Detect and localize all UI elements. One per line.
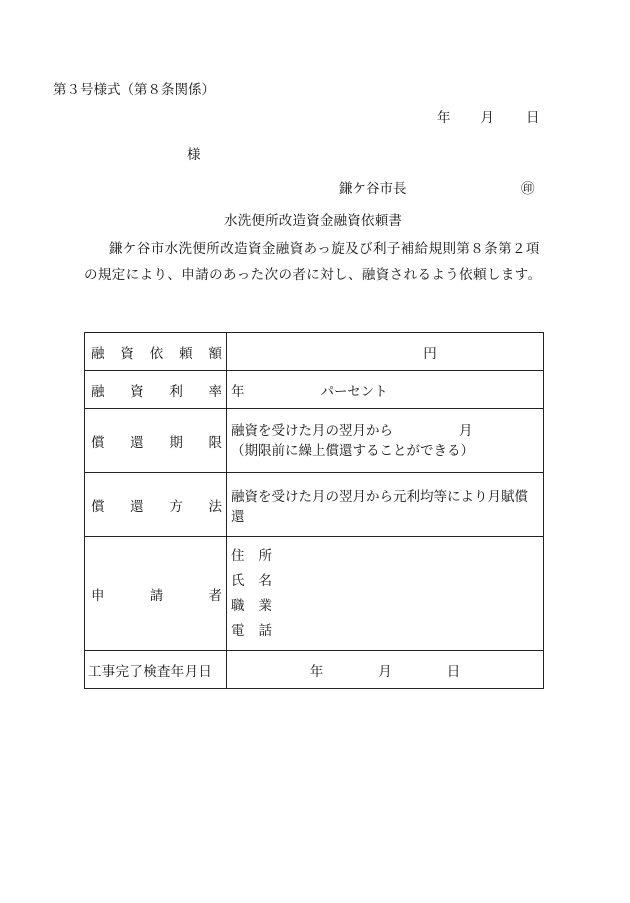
applicant-phone-label: 電 話: [231, 622, 272, 639]
loan-amount-value: 円: [227, 333, 544, 371]
form-number: 第３号様式（第８条関係）: [53, 82, 215, 98]
date-month: 月: [480, 110, 494, 126]
table-row: [85, 409, 544, 473]
repayment-period-value: 融資を受けた月の翌月から 月 （期限前に繰上償還することができる）: [227, 409, 544, 473]
document-title: 水洗便所改造資金融資依頼書: [224, 213, 403, 229]
table-row: [85, 537, 544, 651]
applicant-fields: [227, 537, 544, 651]
date-line: [437, 106, 540, 126]
seal-mark: ㊞: [521, 181, 535, 197]
addressee-suffix: 様: [187, 147, 201, 163]
applicant-occupation-label: 職 業: [231, 597, 272, 614]
table-row: [85, 371, 544, 409]
date-day: 日: [526, 110, 540, 126]
mayor-name: 鎌ケ谷市長: [339, 181, 407, 197]
date-year: 年: [437, 110, 451, 126]
table-row: [85, 651, 544, 689]
applicant-name-label: 氏 名: [231, 572, 272, 589]
repayment-method-label: 償 還 方 法: [85, 473, 227, 537]
interest-rate-label: 融 資 利 率: [85, 371, 227, 409]
interest-rate-value: 年 パーセント: [227, 371, 544, 409]
loan-amount-label: 融 資 依 頼 額: [85, 333, 227, 371]
table-row: [85, 473, 544, 537]
applicant-address-label: 住 所: [231, 547, 272, 564]
table-row: [85, 333, 544, 371]
repayment-method-value: 融資を受けた月の翌月から元利均等により月賦償還: [227, 473, 544, 537]
applicant-label: 申 請 者: [85, 537, 227, 651]
inspection-date-value: 年 月 日: [227, 651, 544, 689]
inspection-date-label: 工事完了検査年月日: [85, 651, 227, 689]
loan-request-table: [84, 332, 544, 689]
repayment-period-label: 償 還 期 限: [85, 409, 227, 473]
body-paragraph: 鎌ケ谷市水洗便所改造資金融資あっ旋及び利子補給規則第８条第２項の規定により、申請のあった次の者に対し、融資されるよう依頼します。: [84, 241, 542, 283]
